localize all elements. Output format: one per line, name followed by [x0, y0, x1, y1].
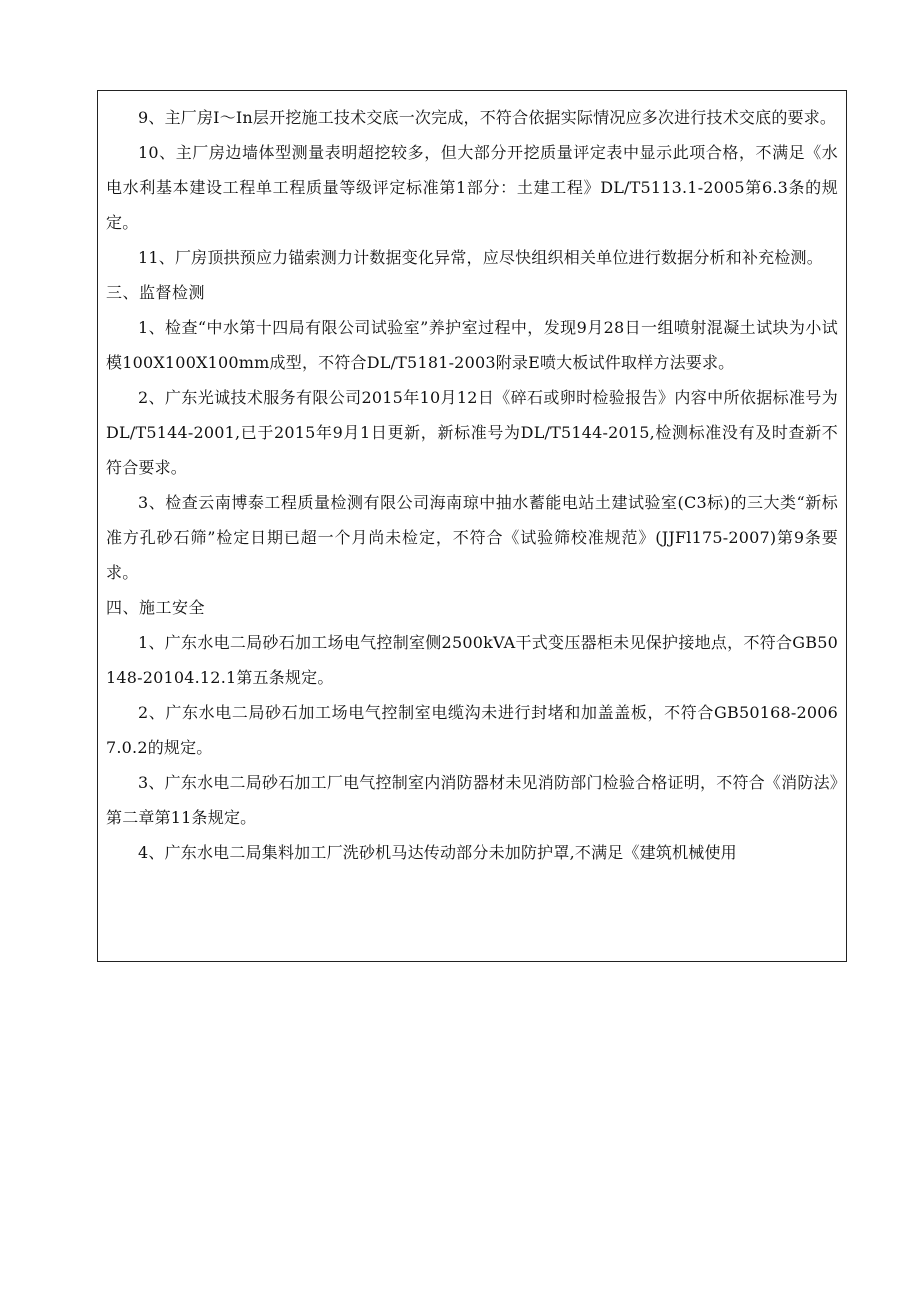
safety-item-1-paragraph: 1、广东水电二局砂石加工场电气控制室侧2500kVA干式变压器柜未见保护接地点，不符合GB50148-20104.12.1第五条规定。 — [106, 633, 838, 687]
section-heading-supervision-testing: 三、监督检测 — [106, 283, 206, 302]
testing-item-2-paragraph: 2、广东光诚技术服务有限公司2015年10月12日《碎石或卵时检验报告》内容中所依据标准号为DL/T5144-2001,已于2015年9月1日更新，新标准号为DL/T5144-2015,检测标准没有及时查新不符合要求。 — [106, 388, 838, 477]
safety-item-2-paragraph: 2、广东水电二局砂石加工场电气控制室电缆沟未进行封堵和加盖盖板，不符合GB50168-20067.0.2的规定。 — [106, 703, 838, 757]
safety-item-4-paragraph: 4、广东水电二局集料加工厂洗砂机马达传动部分未加防护罩,不满足《建筑机械使用 — [138, 843, 737, 862]
item-11-paragraph: 11、厂房顶拱预应力锚索测力计数据变化异常，应尽快组织相关单位进行数据分析和补充检测。 — [138, 248, 823, 267]
item-9-paragraph: 9、主厂房Ⅰ～In层开挖施工技术交底一次完成，不符合依据实际情况应多次进行技术交底的要求。 — [138, 108, 837, 127]
testing-item-1-paragraph: 1、检查“中水第十四局有限公司试验室”养护室过程中，发现9月28日一组喷射混凝土试块为小试模100X100X100mm成型，不符合DL/T5181-2003附录E喷大板试件取样方法要求。 — [106, 318, 838, 372]
section-heading-construction-safety: 四、施工安全 — [106, 598, 206, 617]
item-10-paragraph: 10、主厂房边墙体型测量表明超挖较多，但大部分开挖质量评定表中显示此项合格，不满足《水电水利基本建设工程单工程质量等级评定标准第1部分：土建工程》DL/T5113.1-2005第6.3条的规定。 — [106, 143, 838, 232]
safety-item-3-paragraph: 3、广东水电二局砂石加工厂电气控制室内消防器材未见消防部门检验合格证明，不符合《消防法》第二章第11条规定。 — [106, 773, 838, 827]
document-table-cell — [97, 90, 847, 962]
testing-item-3-paragraph: 3、检查云南博泰工程质量检测有限公司海南琼中抽水蓄能电站土建试验室(C3标)的三大类“新标准方孔砂石筛”检定日期已超一个月尚未检定，不符合《试验筛校准规范》(JJFl175-2007)第9条要求。 — [106, 493, 838, 582]
